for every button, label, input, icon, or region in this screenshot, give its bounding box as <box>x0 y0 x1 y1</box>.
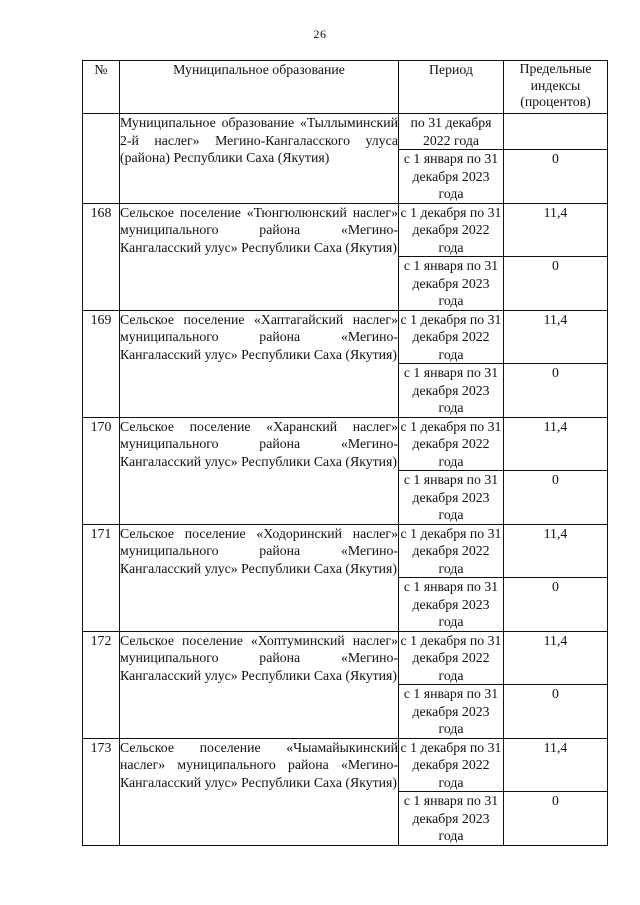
table-row <box>83 738 608 792</box>
header-municipality: Муниципальное образование <box>120 61 399 114</box>
period-cell: с 1 января по 31 декабря 2023 года <box>399 792 504 846</box>
header-index: Предельные индексы (процентов) <box>504 61 608 114</box>
index-cell: 0 <box>504 792 608 846</box>
municipality-name: Сельское поселение «Хаптагайский наслег» муниципального района «Мегино-Кангаласский улус» Республики Саха (Якутия) <box>120 310 399 417</box>
period-cell: с 1 декабря по 31 декабря 2022 года <box>399 417 504 471</box>
row-number-cell: 170 <box>83 417 120 524</box>
index-cell <box>504 114 608 150</box>
table-row <box>83 203 608 257</box>
table-row <box>83 524 608 578</box>
row-number-cell: 171 <box>83 524 120 631</box>
municipality-name: Сельское поселение «Хоптуминский наслег» муниципального района «Мегино-Кангаласский улус» Республики Саха (Якутия) <box>120 631 399 738</box>
period-cell: с 1 декабря по 31 декабря 2022 года <box>399 524 504 578</box>
index-cell: 11,4 <box>504 631 608 685</box>
municipality-name: Сельское поселение «Тюнгюлюнский наслег» муниципального района «Мегино-Кангаласский улус» Республики Саха (Якутия) <box>120 203 399 310</box>
index-cell: 11,4 <box>504 524 608 578</box>
row-number-cell: 172 <box>83 631 120 738</box>
municipality-name: Сельское поселение «Ходоринский наслег» муниципального района «Мегино-Кангаласский улус» Республики Саха (Якутия) <box>120 524 399 631</box>
page-number: 26 <box>313 27 327 41</box>
row-number-cell <box>83 114 120 204</box>
period-cell: с 1 декабря по 31 декабря 2022 года <box>399 203 504 257</box>
row-number-cell: 173 <box>83 738 120 845</box>
period-cell: с 1 декабря по 31 декабря 2022 года <box>399 631 504 685</box>
period-cell: по 31 декабря 2022 года <box>399 114 504 150</box>
table-body <box>83 114 608 846</box>
row-number-cell: 168 <box>83 203 120 310</box>
table-row <box>83 631 608 685</box>
index-cell: 11,4 <box>504 310 608 364</box>
table-row <box>83 417 608 471</box>
municipality-name: Сельское поселение «Харанский наслег» муниципального района «Мегино-Кангаласский улус» Республики Саха (Якутия) <box>120 417 399 524</box>
municipality-name: Муниципальное образование «Тыллыминский 2-й наслег» Мегино-Кангаласского улуса (района) Республики Саха (Якутия) <box>120 114 399 204</box>
index-cell: 0 <box>504 364 608 418</box>
period-cell: с 1 января по 31 декабря 2023 года <box>399 150 504 204</box>
index-cell: 11,4 <box>504 203 608 257</box>
indices-table <box>82 60 608 846</box>
table-row <box>83 114 608 150</box>
index-cell: 11,4 <box>504 738 608 792</box>
header-number: № <box>83 61 120 114</box>
table-row <box>83 310 608 364</box>
table-header-row <box>83 61 608 114</box>
index-cell: 0 <box>504 150 608 204</box>
period-cell: с 1 января по 31 декабря 2023 года <box>399 364 504 418</box>
period-cell: с 1 декабря по 31 декабря 2022 года <box>399 738 504 792</box>
header-period: Период <box>399 61 504 114</box>
period-cell: с 1 января по 31 декабря 2023 года <box>399 257 504 311</box>
period-cell: с 1 января по 31 декабря 2023 года <box>399 685 504 739</box>
period-cell: с 1 января по 31 декабря 2023 года <box>399 578 504 632</box>
index-cell: 0 <box>504 685 608 739</box>
period-cell: с 1 декабря по 31 декабря 2022 года <box>399 310 504 364</box>
index-cell: 11,4 <box>504 417 608 471</box>
index-cell: 0 <box>504 578 608 632</box>
municipality-name: Сельское поселение «Чыамайыкинский наслег» муниципального района «Мегино-Кангаласский улус» Республики Саха (Якутия) <box>120 738 399 845</box>
index-cell: 0 <box>504 471 608 525</box>
row-number-cell: 169 <box>83 310 120 417</box>
period-cell: с 1 января по 31 декабря 2023 года <box>399 471 504 525</box>
index-cell: 0 <box>504 257 608 311</box>
